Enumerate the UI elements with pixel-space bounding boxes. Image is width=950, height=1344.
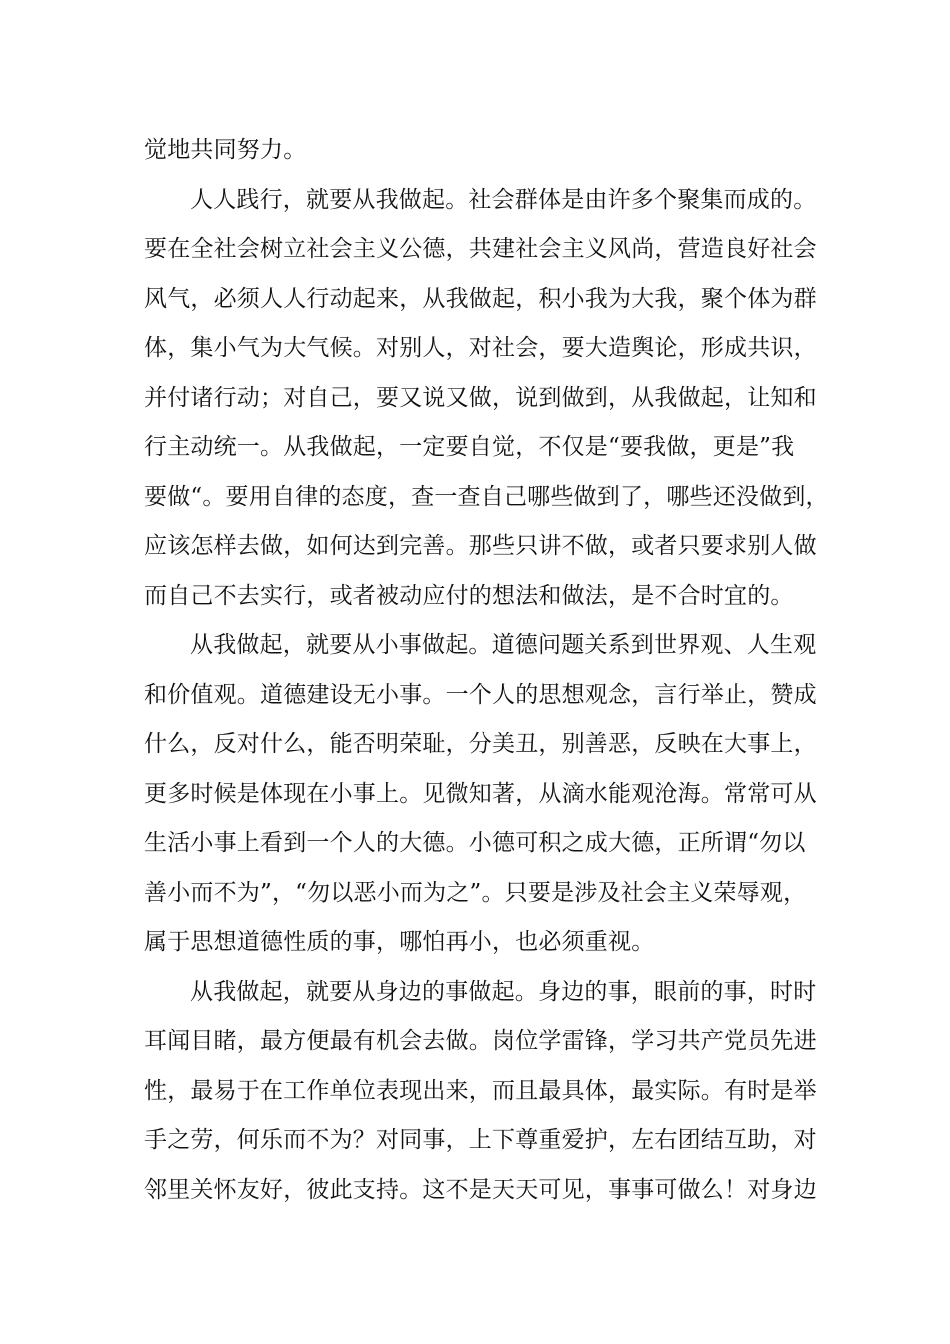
text-line: 手之劳，何乐而不为？对同事，上下尊重爱护，左右团结互助，对: [144, 1127, 817, 1153]
text-line: 要做“。要用自律的态度，查一查自己哪些做到了，哪些还没做到，: [144, 483, 829, 510]
text-line: 性，最易于在工作单位表现出来，而且最具体，最实际。有时是举: [144, 1077, 817, 1104]
text-line: 属于思想道德性质的事，哪怕再小，也必须重视。: [144, 929, 655, 955]
text-line: 应该怎样去做，如何达到完善。那些只讲不做，或者只要求别人做: [144, 533, 817, 559]
text-line: 而自己不去实行，或者被动应付的想法和做法，是不合时宜的。: [144, 582, 794, 609]
text-line: 善小而不为”，“勿以恶小而为之”。只要是涉及社会主义荣辱观，: [144, 879, 807, 906]
text-line: 要在全社会树立社会主义公德，共建社会主义风尚，营造良好社会: [144, 236, 817, 262]
text-line: 从我做起，就要从小事做起。道德问题关系到世界观、人生观: [190, 632, 817, 658]
text-line: 从我做起，就要从身边的事做起。身边的事，眼前的事，时时: [190, 978, 817, 1005]
text-line: 耳闻目睹，最方便最有机会去做。岗位学雷锋，学习共产党员先进: [144, 1028, 817, 1054]
body-text: [144, 126, 834, 1215]
text-line: 风气，必须人人行动起来，从我做起，积小我为大我，聚个体为群: [144, 285, 817, 312]
text-line: 行主动统一。从我做起，一定要自觉，不仅是“要我做，更是”我: [144, 434, 795, 460]
text-line: 和价值观。道德建设无小事。一个人的思想观念，言行举止，赞成: [144, 681, 817, 708]
text-line: 并付诸行动；对自己，要又说又做，说到做到，从我做起，让知和: [144, 384, 817, 411]
text-line: 人人践行，就要从我做起。社会群体是由许多个聚集而成的。: [190, 186, 817, 213]
text-line: 生活小事上看到一个人的大德。小德可积之成大德，正所谓“勿以: [144, 830, 806, 856]
text-line: 体，集小气为大气候。对别人，对社会，要大造舆论，形成共识，: [144, 335, 817, 361]
text-line: 什么，反对什么，能否明荣耻，分美丑，别善恶，反映在大事上，: [144, 731, 817, 757]
text-line: 邻里关怀友好，彼此支持。这不是天天可见，事事可做么！对身边: [144, 1176, 817, 1203]
text-line: 觉地共同努力。: [144, 137, 307, 163]
text-line: 更多时候是体现在小事上。见微知著，从滴水能观沧海。常常可从: [144, 780, 817, 807]
